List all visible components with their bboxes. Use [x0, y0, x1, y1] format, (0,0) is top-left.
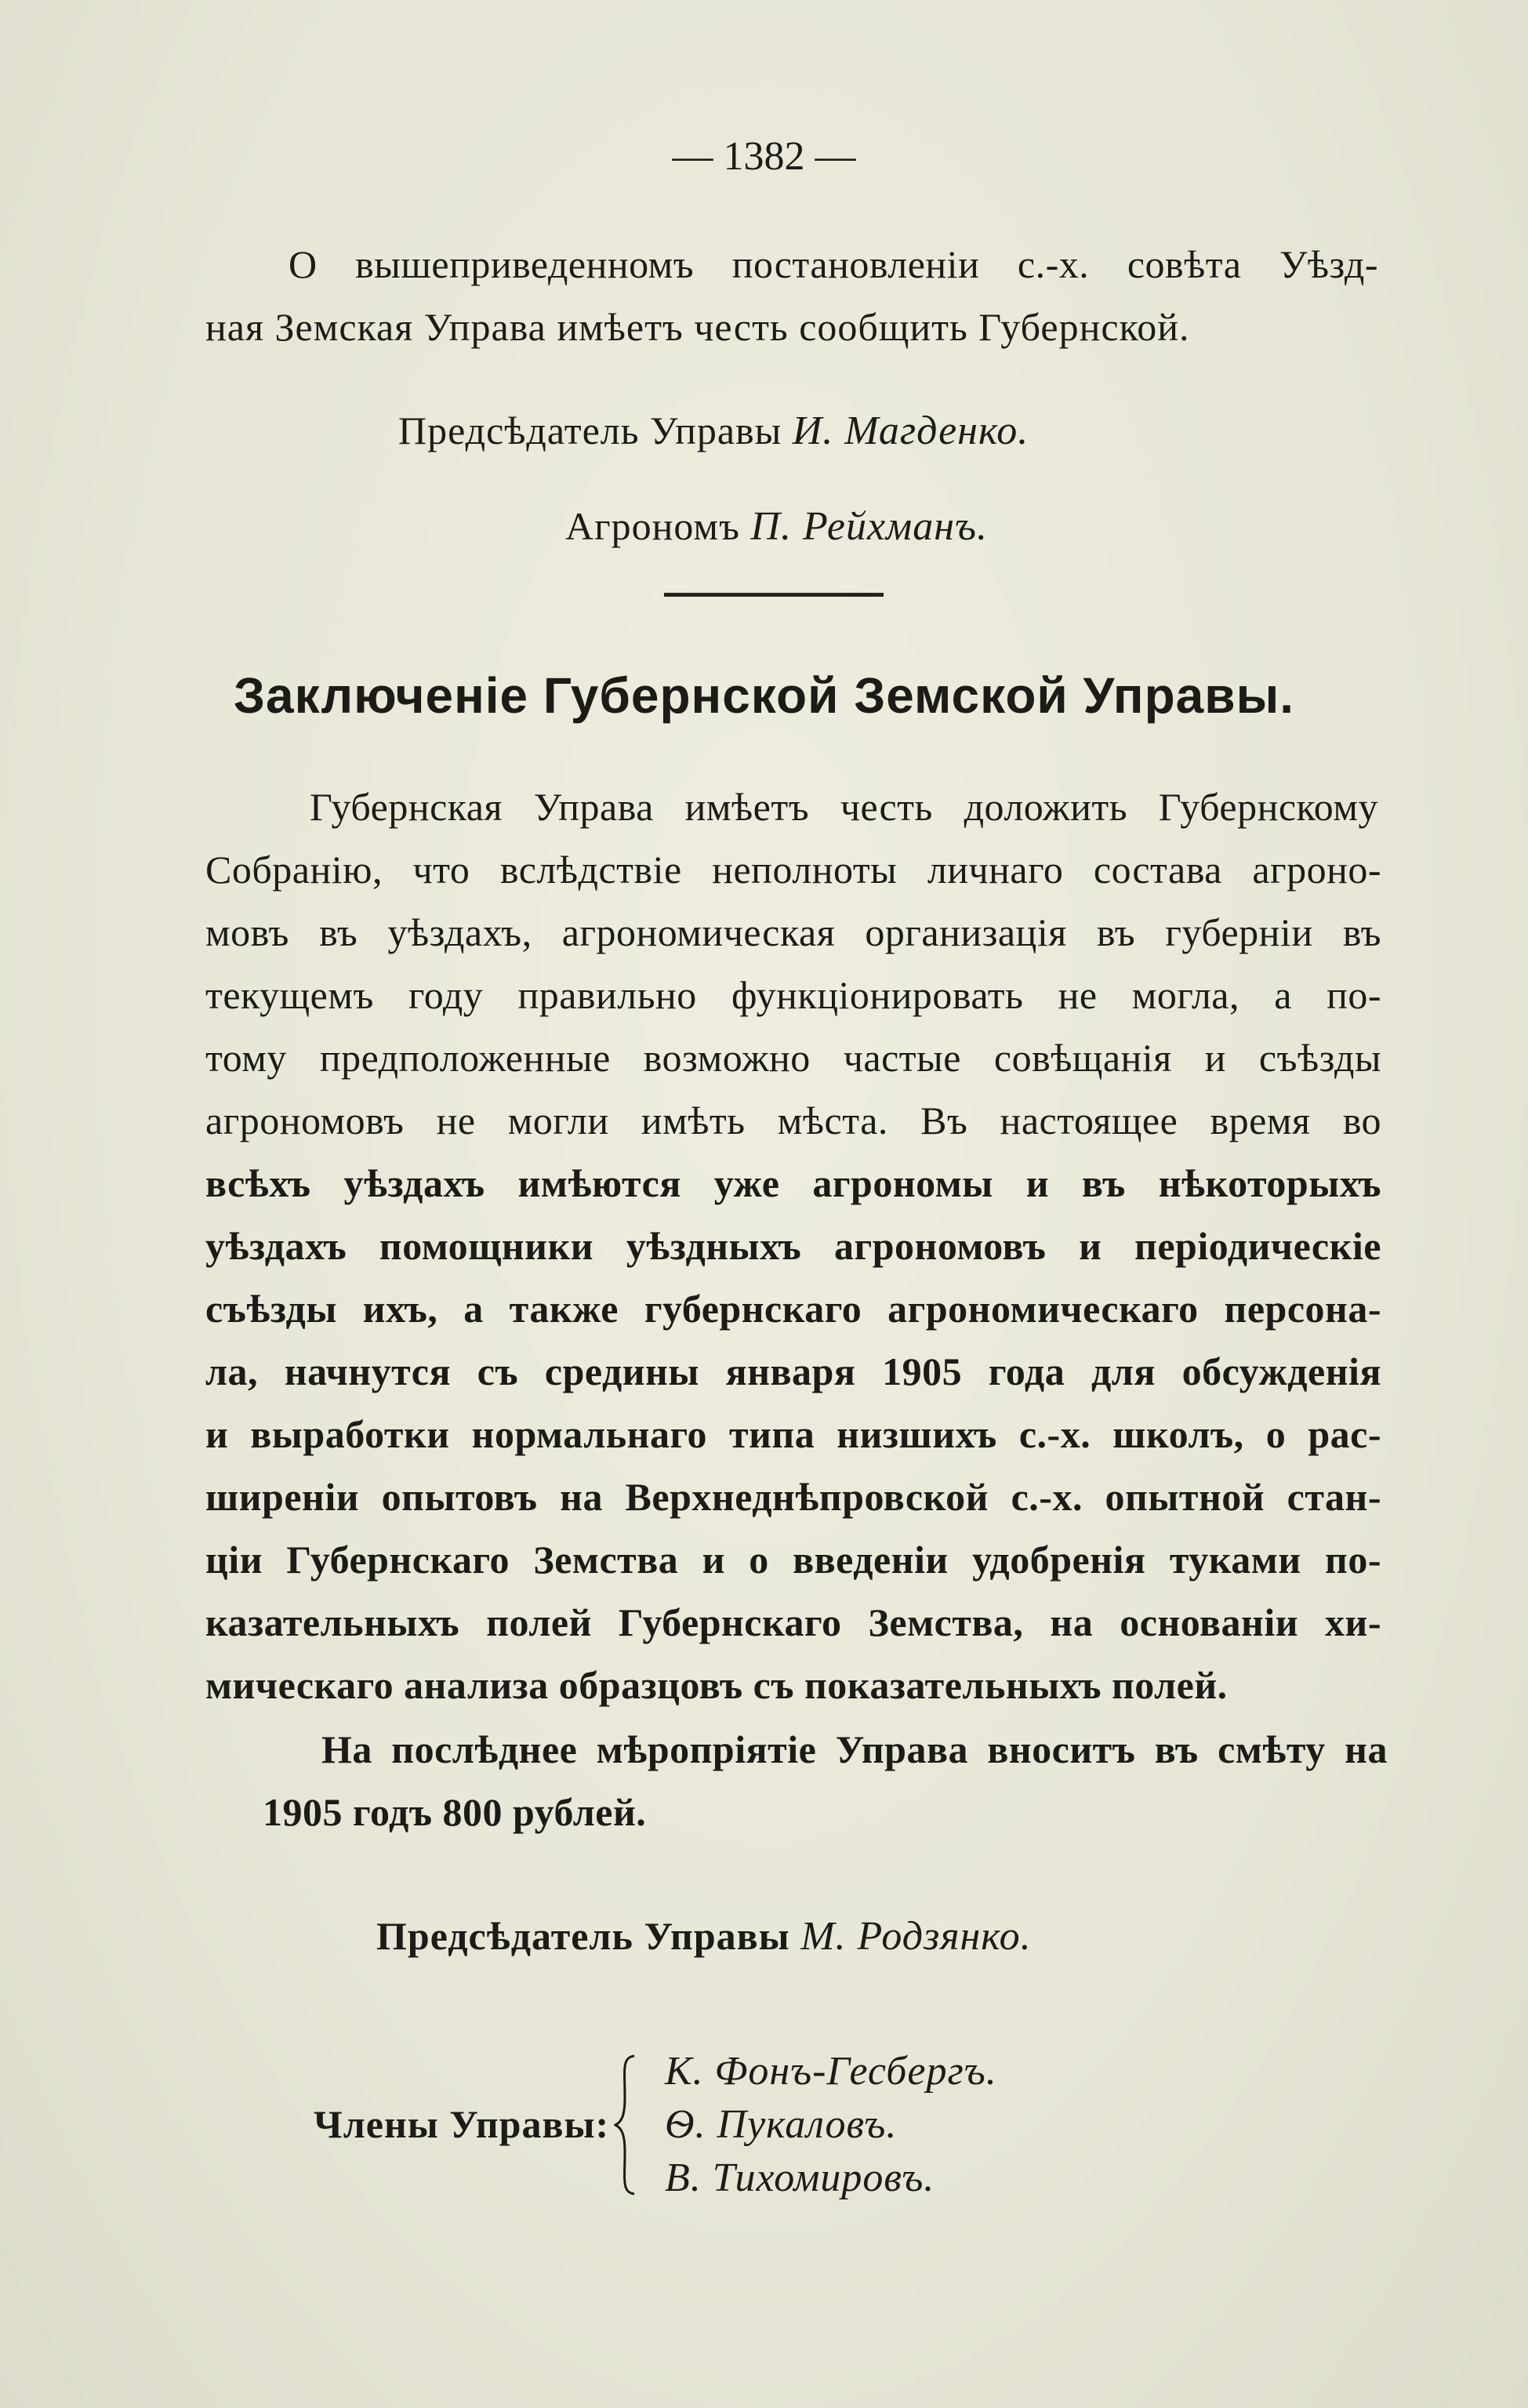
signature-role: Агрономъ [565, 504, 740, 548]
signature-name: М. Родзянко. [800, 1914, 1032, 1959]
conclusion-line: уѣздахъ помощники уѣздныхъ агрономовъ и періодическіе [205, 1224, 1381, 1268]
provincial-chairman-signature [376, 1913, 1032, 1959]
signature-role: Предсѣдатель Управы [398, 409, 782, 452]
district-agronomist-signature [565, 503, 988, 550]
signature-role: Предсѣдатель Управы [376, 1914, 790, 1958]
conclusion-line: съѣзды ихъ, а также губернскаго агрономическаго персона- [205, 1287, 1381, 1331]
conclusion-line: Губернская Управа имѣетъ честь доложить Губернскому [310, 785, 1378, 829]
district-note-line: О вышеприведенномъ постановленіи с.-х. совѣта Уѣзд- [289, 242, 1378, 286]
conclusion-line: всѣхъ уѣздахъ имѣются уже агрономы и въ нѣкоторыхъ [205, 1161, 1381, 1205]
conclusion-line: тому предположенные возможно частые совѣщанія и съѣзды [205, 1036, 1381, 1080]
signature-name: П. Рейхманъ. [750, 504, 988, 549]
section-heading: Заключеніе Губернской Земской Управы. [233, 667, 1295, 724]
conclusion-line: агрономовъ не могли имѣть мѣста. Въ настоящее время во [205, 1099, 1381, 1142]
member-name: К. Фонъ-Гесбергъ. [665, 2049, 997, 2094]
conclusion-line: казательныхъ полей Губернскаго Земства, на основаніи хи- [205, 1600, 1381, 1644]
conclusion-line: 1905 годъ 800 рублей. [263, 1790, 647, 1834]
conclusion-line: ла, начнутся съ средины января 1905 года для обсужденія [205, 1349, 1381, 1393]
conclusion-line: Собранію, что вслѣдствіе неполноты личнаго состава агроно- [205, 848, 1381, 892]
section-divider [664, 593, 884, 597]
district-chairman-signature [398, 408, 1029, 454]
brace-icon [614, 2054, 637, 2196]
member-name: В. Тихомировъ. [665, 2156, 935, 2200]
conclusion-line: мовъ въ уѣздахъ, агрономическая организація въ губерніи въ [205, 910, 1381, 954]
conclusion-line: ціи Губернскаго Земства и о введеніи удобренія туками по- [205, 1538, 1381, 1582]
conclusion-line: На послѣднее мѣропріятіе Управа вноситъ въ смѣту на [321, 1727, 1388, 1771]
conclusion-line: и выработки нормальнаго типа низшихъ с.-х. школъ, о рас- [205, 1412, 1381, 1456]
conclusion-line: мическаго анализа образцовъ съ показательныхъ полей. [205, 1663, 1228, 1707]
member-name: Ѳ. Пукаловъ. [665, 2102, 898, 2147]
members-label: Члены Управы: [314, 2102, 610, 2146]
page-number: — 1382 — [672, 134, 856, 179]
conclusion-line: ширеніи опытовъ на Верхнеднѣпровской с.-х. опытной стан- [205, 1475, 1381, 1519]
signature-name: И. Магденко. [792, 409, 1029, 453]
conclusion-line: текущемъ году правильно функціонировать не могла, а по- [205, 973, 1381, 1017]
district-note-line: ная Земская Управа имѣетъ честь сообщить Губернской. [205, 305, 1190, 349]
